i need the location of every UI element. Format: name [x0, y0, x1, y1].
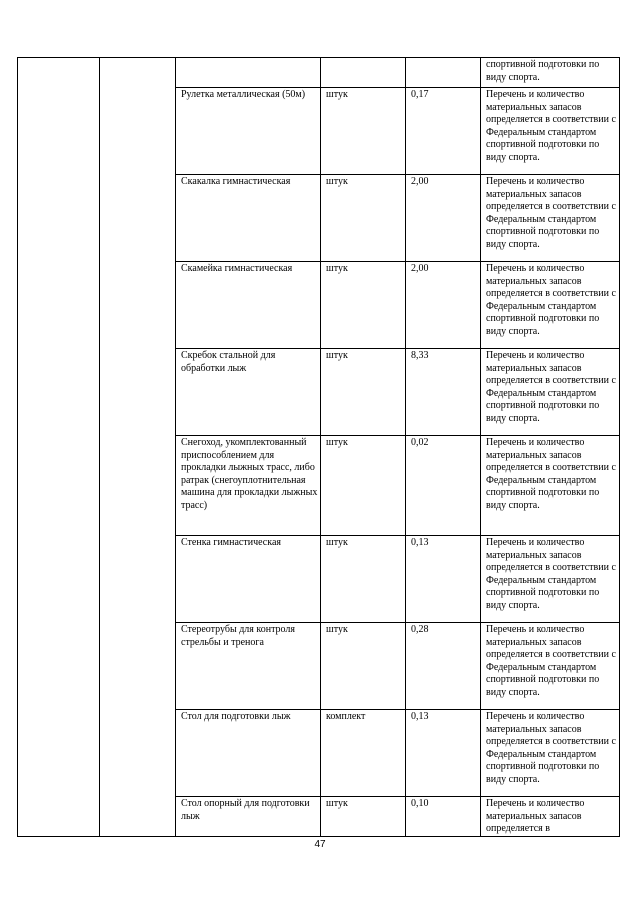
- merged-cell-2: [100, 58, 176, 837]
- note-cell: Перечень и количество материальных запасов определяется в соответствии с Федеральным стандартом спортивной подготовки по виду спорта.: [481, 88, 620, 175]
- unit-cell: штук: [321, 797, 406, 837]
- unit-cell: штук: [321, 262, 406, 349]
- equipment-table: [17, 57, 620, 837]
- name-cell: Скакалка гимнастическая: [176, 175, 321, 262]
- unit-cell: [321, 58, 406, 88]
- unit-cell: штук: [321, 349, 406, 436]
- qty-cell: 0,13: [406, 710, 481, 797]
- unit-cell: штук: [321, 175, 406, 262]
- qty-cell: 0,02: [406, 436, 481, 536]
- name-cell: Стол для подготовки лыж: [176, 710, 321, 797]
- unit-cell: штук: [321, 536, 406, 623]
- note-cell: Перечень и количество материальных запасов определяется в соответствии с Федеральным стандартом спортивной подготовки по виду спорта.: [481, 262, 620, 349]
- unit-cell: комплект: [321, 710, 406, 797]
- qty-cell: 0,13: [406, 536, 481, 623]
- note-cell: Перечень и количество материальных запасов определяется в соответствии с Федеральным стандартом спортивной подготовки по виду спорта.: [481, 436, 620, 536]
- qty-cell: [406, 58, 481, 88]
- qty-cell: 2,00: [406, 262, 481, 349]
- note-cell: спортивной подготовки по виду спорта.: [481, 58, 620, 88]
- name-cell: Снегоход, укомплектованный приспособлением для прокладки лыжных трасс, либо ратрак (снегоуплотнительная машина для прокладки лыжных трасс): [176, 436, 321, 536]
- qty-cell: 8,33: [406, 349, 481, 436]
- note-cell: Перечень и количество материальных запасов определяется в соответствии с Федеральным стандартом спортивной подготовки по виду спорта.: [481, 349, 620, 436]
- merged-cell-1: [18, 58, 100, 837]
- name-cell: Скребок стальной для обработки лыж: [176, 349, 321, 436]
- name-cell: Скамейка гимнастическая: [176, 262, 321, 349]
- name-cell: Стол опорный для подготовки лыж: [176, 797, 321, 837]
- name-cell: Стенка гимнастическая: [176, 536, 321, 623]
- note-cell: Перечень и количество материальных запасов определяется в: [481, 797, 620, 837]
- qty-cell: 0,17: [406, 88, 481, 175]
- unit-cell: штук: [321, 88, 406, 175]
- unit-cell: штук: [321, 623, 406, 710]
- note-cell: Перечень и количество материальных запасов определяется в соответствии с Федеральным стандартом спортивной подготовки по виду спорта.: [481, 710, 620, 797]
- note-cell: Перечень и количество материальных запасов определяется в соответствии с Федеральным стандартом спортивной подготовки по виду спорта.: [481, 623, 620, 710]
- name-cell: Стереотрубы для контроля стрельбы и тренога: [176, 623, 321, 710]
- name-cell: Рулетка металлическая (50м): [176, 88, 321, 175]
- unit-cell: штук: [321, 436, 406, 536]
- qty-cell: 0,28: [406, 623, 481, 710]
- note-cell: Перечень и количество материальных запасов определяется в соответствии с Федеральным стандартом спортивной подготовки по виду спорта.: [481, 175, 620, 262]
- qty-cell: 0,10: [406, 797, 481, 837]
- table-row: [18, 58, 620, 88]
- name-cell: [176, 58, 321, 88]
- qty-cell: 2,00: [406, 175, 481, 262]
- page-number: 47: [314, 839, 326, 850]
- note-cell: Перечень и количество материальных запасов определяется в соответствии с Федеральным стандартом спортивной подготовки по виду спорта.: [481, 536, 620, 623]
